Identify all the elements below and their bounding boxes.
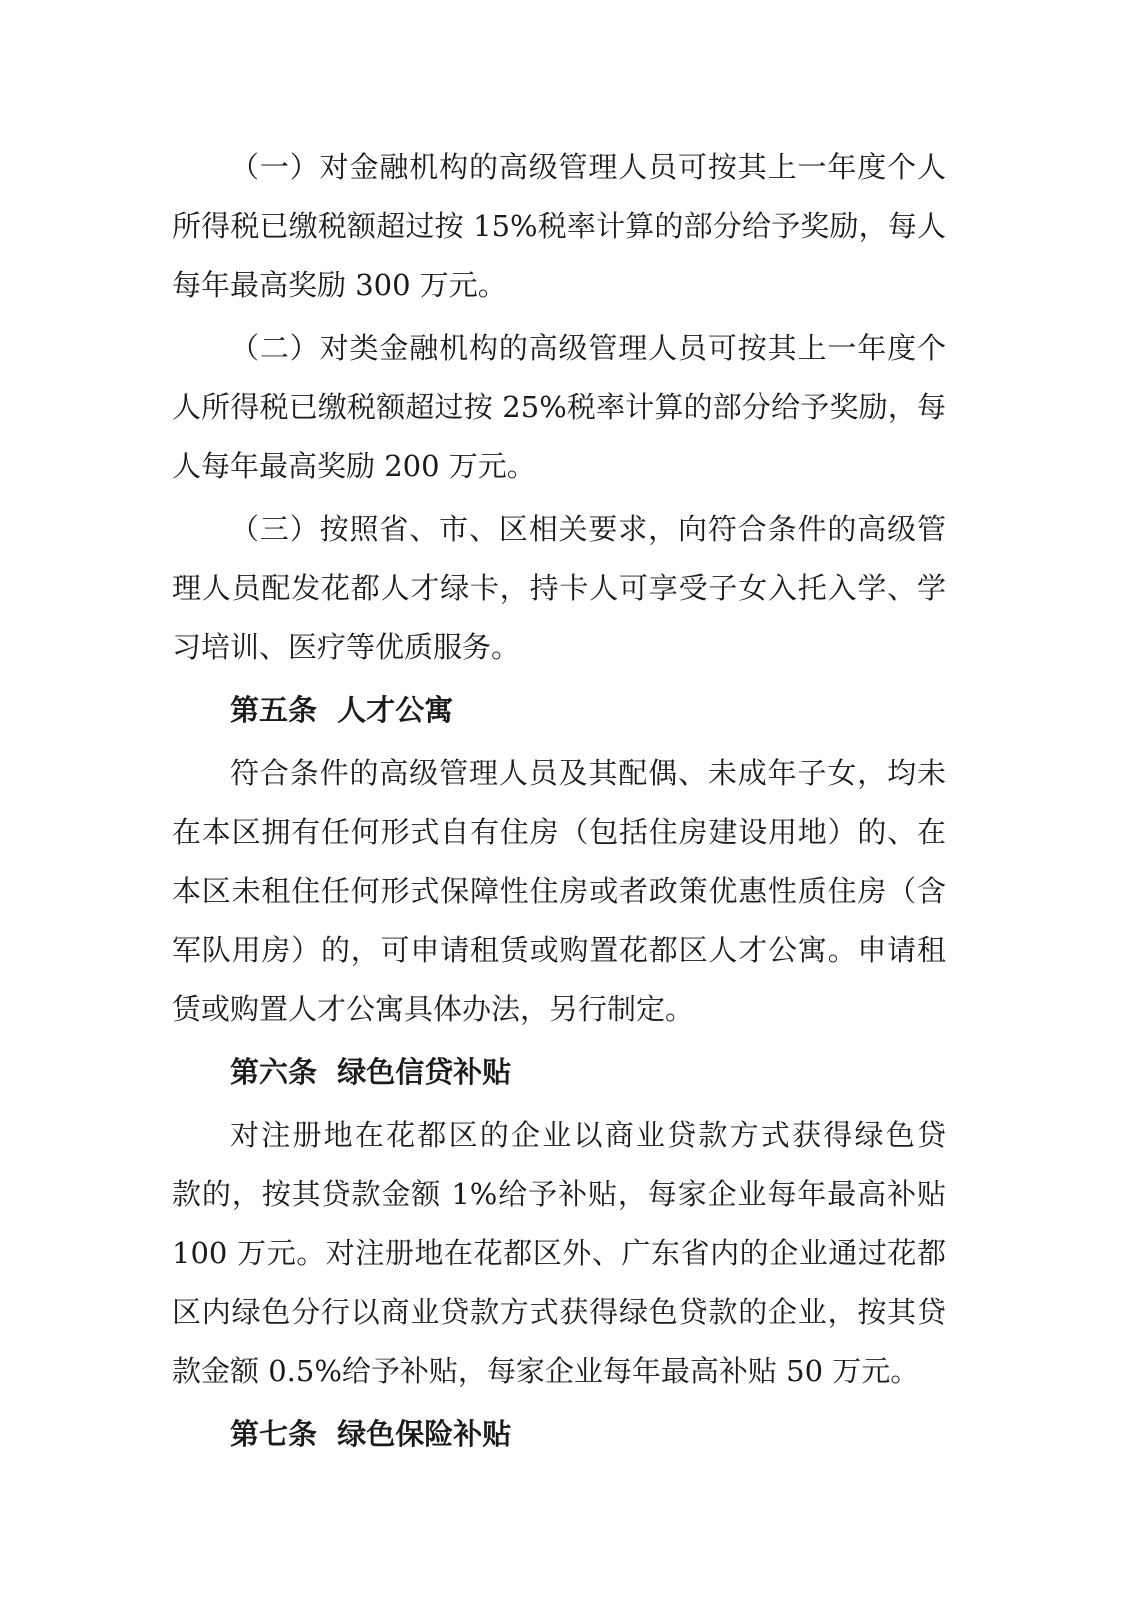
article-6-heading: 第六条 绿色信贷补贴 [230,1055,512,1089]
paragraph-line: 赁或购置人才公寓具体办法，另行制定。 [172,992,695,1026]
paragraph-line: 习培训、医疗等优质服务。 [172,630,521,664]
paragraph-2 [172,319,946,496]
article-5-body [172,744,946,1039]
paragraph-line: 军队用房）的，可申请租赁或购置花都区人才公寓。申请租 [172,933,946,967]
article-5-heading: 第五条 人才公寓 [230,693,454,727]
paragraph-line: 所得税已缴税额超过按 15%税率计算的部分给予奖励，每人 [172,209,946,243]
paragraph-line: 人每年最高奖励 200 万元。 [172,449,536,483]
paragraph-line: （一）对金融机构的高级管理人员可按其上一年度个人 [230,150,946,184]
paragraph-line: 款金额 0.5%给予补贴，每家企业每年最高补贴 50 万元。 [172,1354,920,1388]
paragraph-line: 款的，按其贷款金额 1%给予补贴，每家企业每年最高补贴 [172,1177,946,1211]
paragraph-line: 人所得税已缴税额超过按 25%税率计算的部分给予奖励，每 [172,390,946,424]
paragraph-line: 符合条件的高级管理人员及其配偶、未成年子女，均未 [230,756,946,790]
paragraph-line: 100 万元。对注册地在花都区外、广东省内的企业通过花都 [172,1236,946,1270]
paragraph-line: 区内绿色分行以商业贷款方式获得绿色贷款的企业，按其贷 [172,1295,946,1329]
article-7-heading: 第七条 绿色保险补贴 [230,1417,512,1451]
paragraph-line: （三）按照省、市、区相关要求，向符合条件的高级管 [230,512,946,546]
paragraph-line: 每年最高奖励 300 万元。 [172,268,507,302]
paragraph-line: （二）对类金融机构的高级管理人员可按其上一年度个 [230,331,946,365]
paragraph-line: 对注册地在花都区的企业以商业贷款方式获得绿色贷 [230,1118,946,1152]
article-6-body [172,1106,946,1401]
paragraph-3 [172,500,946,677]
paragraph-1 [172,138,946,315]
paragraph-line: 在本区拥有任何形式自有住房（包括住房建设用地）的、在 [172,815,946,849]
paragraph-line: 本区未租住任何形式保障性住房或者政策优惠性质住房（含 [172,874,946,908]
paragraph-line: 理人员配发花都人才绿卡，持卡人可享受子女入托入学、学 [172,571,946,605]
document-page [172,138,946,1468]
